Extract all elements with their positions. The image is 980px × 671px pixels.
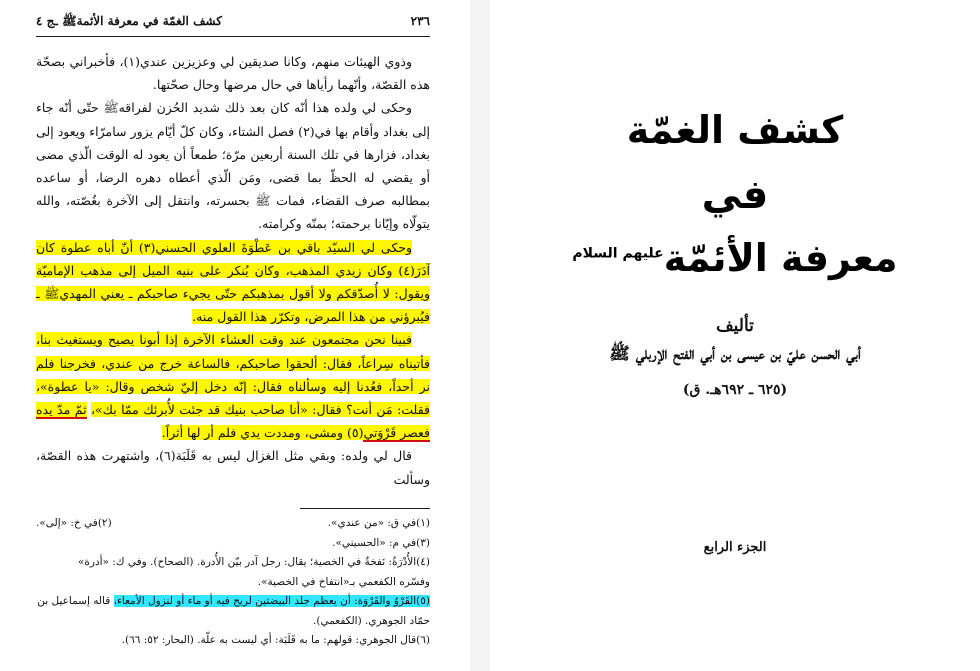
title-honorific: عليهم السلام — [572, 245, 664, 262]
highlighted-paragraph-1 — [36, 236, 430, 329]
author-honorific: ﷺ — [609, 344, 630, 364]
cyan-highlight: (٥)القَرْوُ والقَرْوَة: أن يعظم جلد البيضتين لريح فيه أو ماء أو لنزول الأمعاء، — [113, 595, 430, 607]
footnote-6: (٦)قال الجوهري: قولهم: ما به قَلَبَة: أي ليست به علّة. (البحار: ٥٢: ٦٦). — [121, 634, 430, 646]
page-number: ٢٣٦ — [410, 14, 430, 28]
yellow-highlight-3: (٥) ومشى، ومددت يدي فلم أر لها أثراً. — [161, 425, 364, 441]
footnotes — [36, 514, 430, 651]
running-header: كشف الغمّة في معرفة الأئمةﷺ ـج ٤ — [36, 14, 222, 28]
author-years: (٦٢٥ ـ ٦٩٢هـ. ق) — [682, 382, 788, 398]
title-line-1: كشف الغمّة — [626, 108, 844, 152]
volume-label: الجزء الرابع — [703, 540, 767, 555]
footnote-5 — [36, 592, 430, 631]
footnote-1: (١)في ق: «من عندي». — [327, 517, 430, 529]
paragraph-2: وحكى لي ولده هذا أنّه كان بعد ذلك شديد الحُزن لفراقهﷺ حتّى أنّه جاء إلى بغداد وأقام بها في(٢) فصل الشتاء، وكان كلّ أيّام يزور سامرّاء ويعود إلى بغداد، فزارها في تلك السنة أربعين مرّة؛ طمعاً أن يعود له الوقت الّذي مضى أو يقضي له الحظّ بما قضى، ومَن الّذي أعطاه دهره الرضا، أو ساعده بمطالبه صرف القضاء، فمات ﷺ بحسرته، وانتقل إلى الآخرة بغُصّته، والله يتولّاه وإيّانا برحمته؛ بمنّه وكرامته. — [36, 100, 431, 232]
footnote-2: (٢)في خ: «إلى». — [36, 517, 112, 529]
footnote-3: (٣)في م: «الحسيني». — [332, 536, 430, 549]
yellow-highlight-1: وحكى لي السيّد باقي بن عَطْوَةَ العلوي الحسني(٣) أنّ أباه عطوة كان آدَرَ(٤) وكان زيدي المذهب، وكان يُنكر على بنيه الميل إلى مذهب الإماميّة ويقول: لا أُصدّقكم ولا أقول بمذهبكم حتّى يجيء صاحبكم ـ يعني المهديﷺ ـ فيُبرؤني من هذا المرض، وتكرّر هذا القول منه. — [36, 239, 430, 325]
footnote-4-cont: وفسّره الكفعمي بـ«انتفاخ في الخصية». — [257, 575, 430, 588]
author-name: أبي الحسن عليّ بن عيسى بن أبي الفتح الإربلي — [635, 344, 861, 364]
right-page — [490, 0, 980, 671]
highlighted-paragraph-2 — [36, 328, 430, 444]
title-line-2: في — [701, 172, 769, 218]
author-line — [490, 343, 980, 368]
paragraph-1: وذوي الهيئات منهم، وكانا صديقين لي وعزيزين عندي(١)، فأخبراني بصحّة هذه القصّة، وأنّهما رأياها في حال مرضها وحال صحّتها. — [36, 54, 430, 93]
title-line-3-text: معرفة الأئمّة — [663, 236, 898, 280]
page-header — [36, 10, 430, 37]
title-line-3 — [490, 236, 980, 280]
red-underlined-text: ثمّ مدّ يده فعصر قَرْوَتي — [36, 402, 430, 441]
footnote-divider — [300, 508, 430, 509]
paragraph-last: قال لي ولده: وبقي مثل الغزال ليس به قَلَبَة(٦)، واشتهرت هذه القصّة، وسألت — [36, 448, 430, 487]
left-page — [0, 0, 470, 671]
by-label: تأليف — [716, 316, 754, 336]
footnote-4: (٤)الأُدْرَةُ: نَفخةٌ في الخصية؛ يقال: رجل آدر بيّن الأُدرة. (الصحاح). وفي ك: «أدرة» — [77, 556, 430, 568]
yellow-highlight-2: فبينا نحن مجتمعون عند وقت العشاء الآخرة إذا أبونا يصيح ويستغيث بنا، فأتيناه سِراعاً، فقال: ألحقوا صاحبكم، فالساعة خرج من عندي، فخرجنا فلم نر أحداً، فعُدنا إليه وسألناه فقال: إنّه دخل إليّ شخص وقال: «يا عطوة»، فقلت: مَن أنت؟ فقال: «أنا صاحب بنيك قد جئت لأُبرئك ممّا بك»، — [36, 332, 430, 418]
footnote-5-rest: قاله إسماعيل بن حمّاد الجوهري. (الكفعمي). — [37, 595, 430, 627]
main-text — [36, 50, 430, 491]
book-gutter — [470, 0, 490, 671]
